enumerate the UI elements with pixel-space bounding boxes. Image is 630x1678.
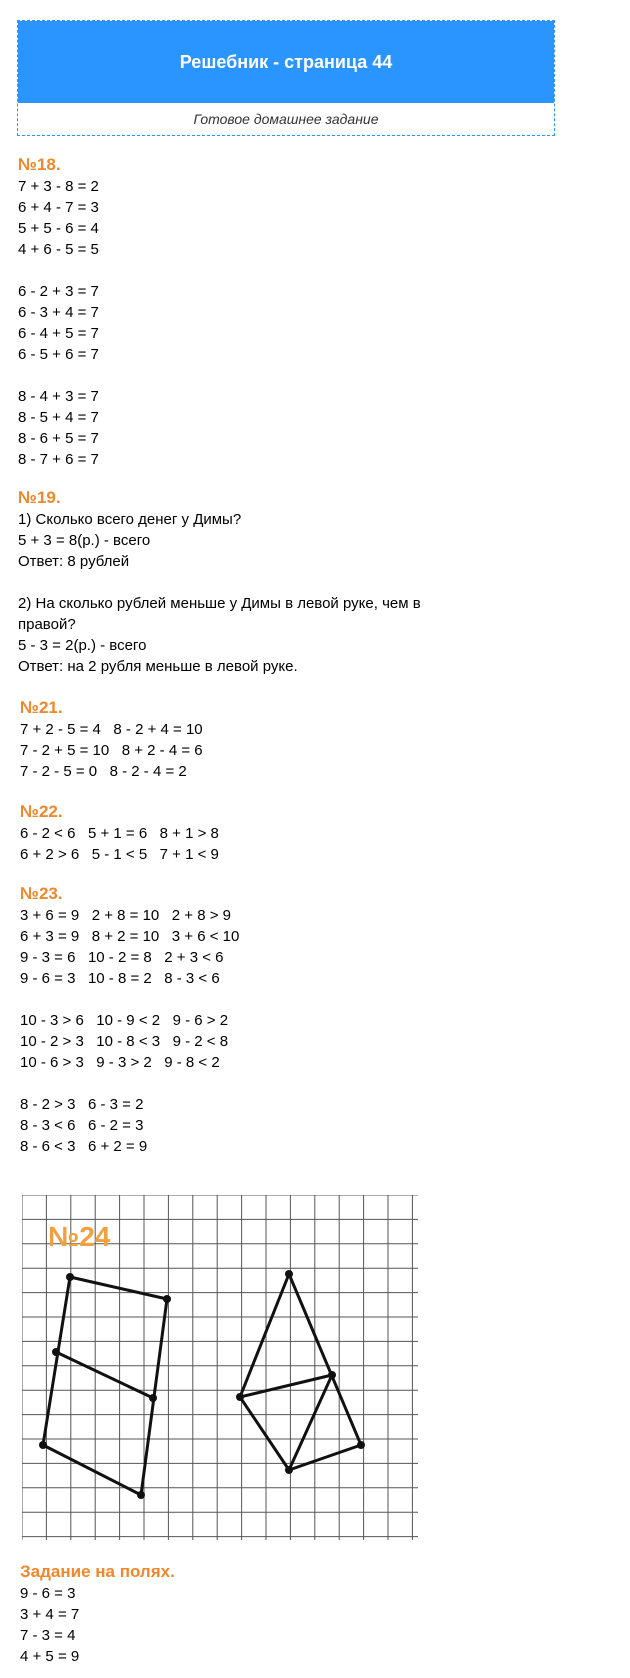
vertex-dots xyxy=(39,1270,365,1499)
text-line: Ответ: 8 рублей xyxy=(18,553,130,570)
text-line: 6 - 5 + 6 = 7 xyxy=(18,346,99,363)
text-line: 9 - 6 = 3 10 - 8 = 2 8 - 3 < 6 xyxy=(20,970,220,987)
section-title: №21. xyxy=(20,698,63,717)
vertex-dot xyxy=(66,1273,74,1281)
text-line: 5 + 5 - 6 = 4 xyxy=(18,220,99,237)
page-header xyxy=(17,20,555,136)
vertex-dot xyxy=(137,1491,145,1499)
text-line: 1) Сколько всего денег у Димы? xyxy=(18,511,242,528)
text-line: 9 - 6 = 3 xyxy=(20,1585,76,1602)
exercise-21 xyxy=(20,697,203,782)
text-line: 6 - 3 + 4 = 7 xyxy=(18,304,99,321)
vertex-dot xyxy=(163,1295,171,1303)
text-line: 6 - 2 + 3 = 7 xyxy=(18,283,99,300)
page-title: Решебник - страница 44 xyxy=(18,21,554,103)
vertex-dot xyxy=(236,1393,244,1401)
exercise-19 xyxy=(18,487,421,677)
text-line: 6 + 4 - 7 = 3 xyxy=(18,199,99,216)
vertex-dot xyxy=(285,1270,293,1278)
spacer xyxy=(20,1073,239,1094)
vertex-dot xyxy=(39,1441,47,1449)
text-line: 8 - 3 < 6 6 - 2 = 3 xyxy=(20,1117,144,1134)
page-subtitle: Готовое домашнее задание xyxy=(18,103,554,135)
vertex-dot xyxy=(285,1466,293,1474)
text-line: 7 - 2 + 5 = 10 8 + 2 - 4 = 6 xyxy=(20,742,203,759)
text-line: 2) На сколько рублей меньше у Димы в левой руке, чем в xyxy=(18,595,421,612)
text-line: правой? xyxy=(18,616,76,633)
spacer xyxy=(18,260,99,281)
text-line: 3 + 4 = 7 xyxy=(20,1606,80,1623)
section-title: №22. xyxy=(20,802,63,821)
text-line: 10 - 3 > 6 10 - 9 < 2 9 - 6 > 2 xyxy=(20,1012,229,1029)
text-line: 4 + 5 = 9 xyxy=(20,1648,80,1665)
right-diagonal-1 xyxy=(240,1375,332,1397)
text-line: 8 - 6 + 5 = 7 xyxy=(18,430,99,447)
text-line: 5 + 3 = 8(р.) - всего xyxy=(18,532,151,549)
text-line: 8 - 7 + 6 = 7 xyxy=(18,451,99,468)
text-line: 8 - 4 + 3 = 7 xyxy=(18,388,99,405)
vertex-dot xyxy=(328,1371,336,1379)
text-line: 6 - 4 + 5 = 7 xyxy=(18,325,99,342)
text-line: 7 - 3 = 4 xyxy=(20,1627,76,1644)
text-line: 6 + 2 > 6 5 - 1 < 5 7 + 1 < 9 xyxy=(20,846,219,863)
spacer xyxy=(18,572,421,593)
text-line: 7 + 3 - 8 = 2 xyxy=(18,178,99,195)
text-line: 6 + 3 = 9 8 + 2 = 10 3 + 6 < 10 xyxy=(20,928,240,945)
text-line: Ответ: на 2 рубля меньше в левой руке. xyxy=(18,658,298,675)
text-line: 7 + 2 - 5 = 4 8 - 2 + 4 = 10 xyxy=(20,721,203,738)
exercise-18 xyxy=(18,154,99,470)
text-line: 9 - 3 = 6 10 - 2 = 8 2 + 3 < 6 xyxy=(20,949,224,966)
text-line: 4 + 6 - 5 = 5 xyxy=(18,241,99,258)
vertex-dot xyxy=(357,1441,365,1449)
spacer xyxy=(18,365,99,386)
text-line: 8 - 6 < 3 6 + 2 = 9 xyxy=(20,1138,148,1155)
text-line: 8 - 5 + 4 = 7 xyxy=(18,409,99,426)
right-figure xyxy=(240,1274,361,1470)
right-kite xyxy=(240,1274,361,1470)
left-quadrilateral xyxy=(43,1277,167,1495)
margin-task xyxy=(20,1561,175,1667)
text-line: 3 + 6 = 9 2 + 8 = 10 2 + 8 > 9 xyxy=(20,907,231,924)
section-title: №18. xyxy=(18,155,61,174)
vertex-dot xyxy=(149,1394,157,1402)
exercise-22 xyxy=(20,801,219,865)
exercise-23 xyxy=(20,883,239,1157)
section-title: Задание на полях. xyxy=(20,1562,175,1581)
exercise-24-title: №24 xyxy=(48,1221,111,1252)
spacer xyxy=(20,989,239,1010)
text-line: 10 - 2 > 3 10 - 8 < 3 9 - 2 < 8 xyxy=(20,1033,229,1050)
section-title: №23. xyxy=(20,884,63,903)
left-figure xyxy=(43,1277,167,1495)
vertex-dot xyxy=(52,1348,60,1356)
text-line: 7 - 2 - 5 = 0 8 - 2 - 4 = 2 xyxy=(20,763,187,780)
section-title: №19. xyxy=(18,488,61,507)
text-line: 6 - 2 < 6 5 + 1 = 6 8 + 1 > 8 xyxy=(20,825,219,842)
text-line: 10 - 6 > 3 9 - 3 > 2 9 - 8 < 2 xyxy=(20,1054,220,1071)
text-line: 5 - 3 = 2(р.) - всего xyxy=(18,637,147,654)
text-line: 8 - 2 > 3 6 - 3 = 2 xyxy=(20,1096,144,1113)
